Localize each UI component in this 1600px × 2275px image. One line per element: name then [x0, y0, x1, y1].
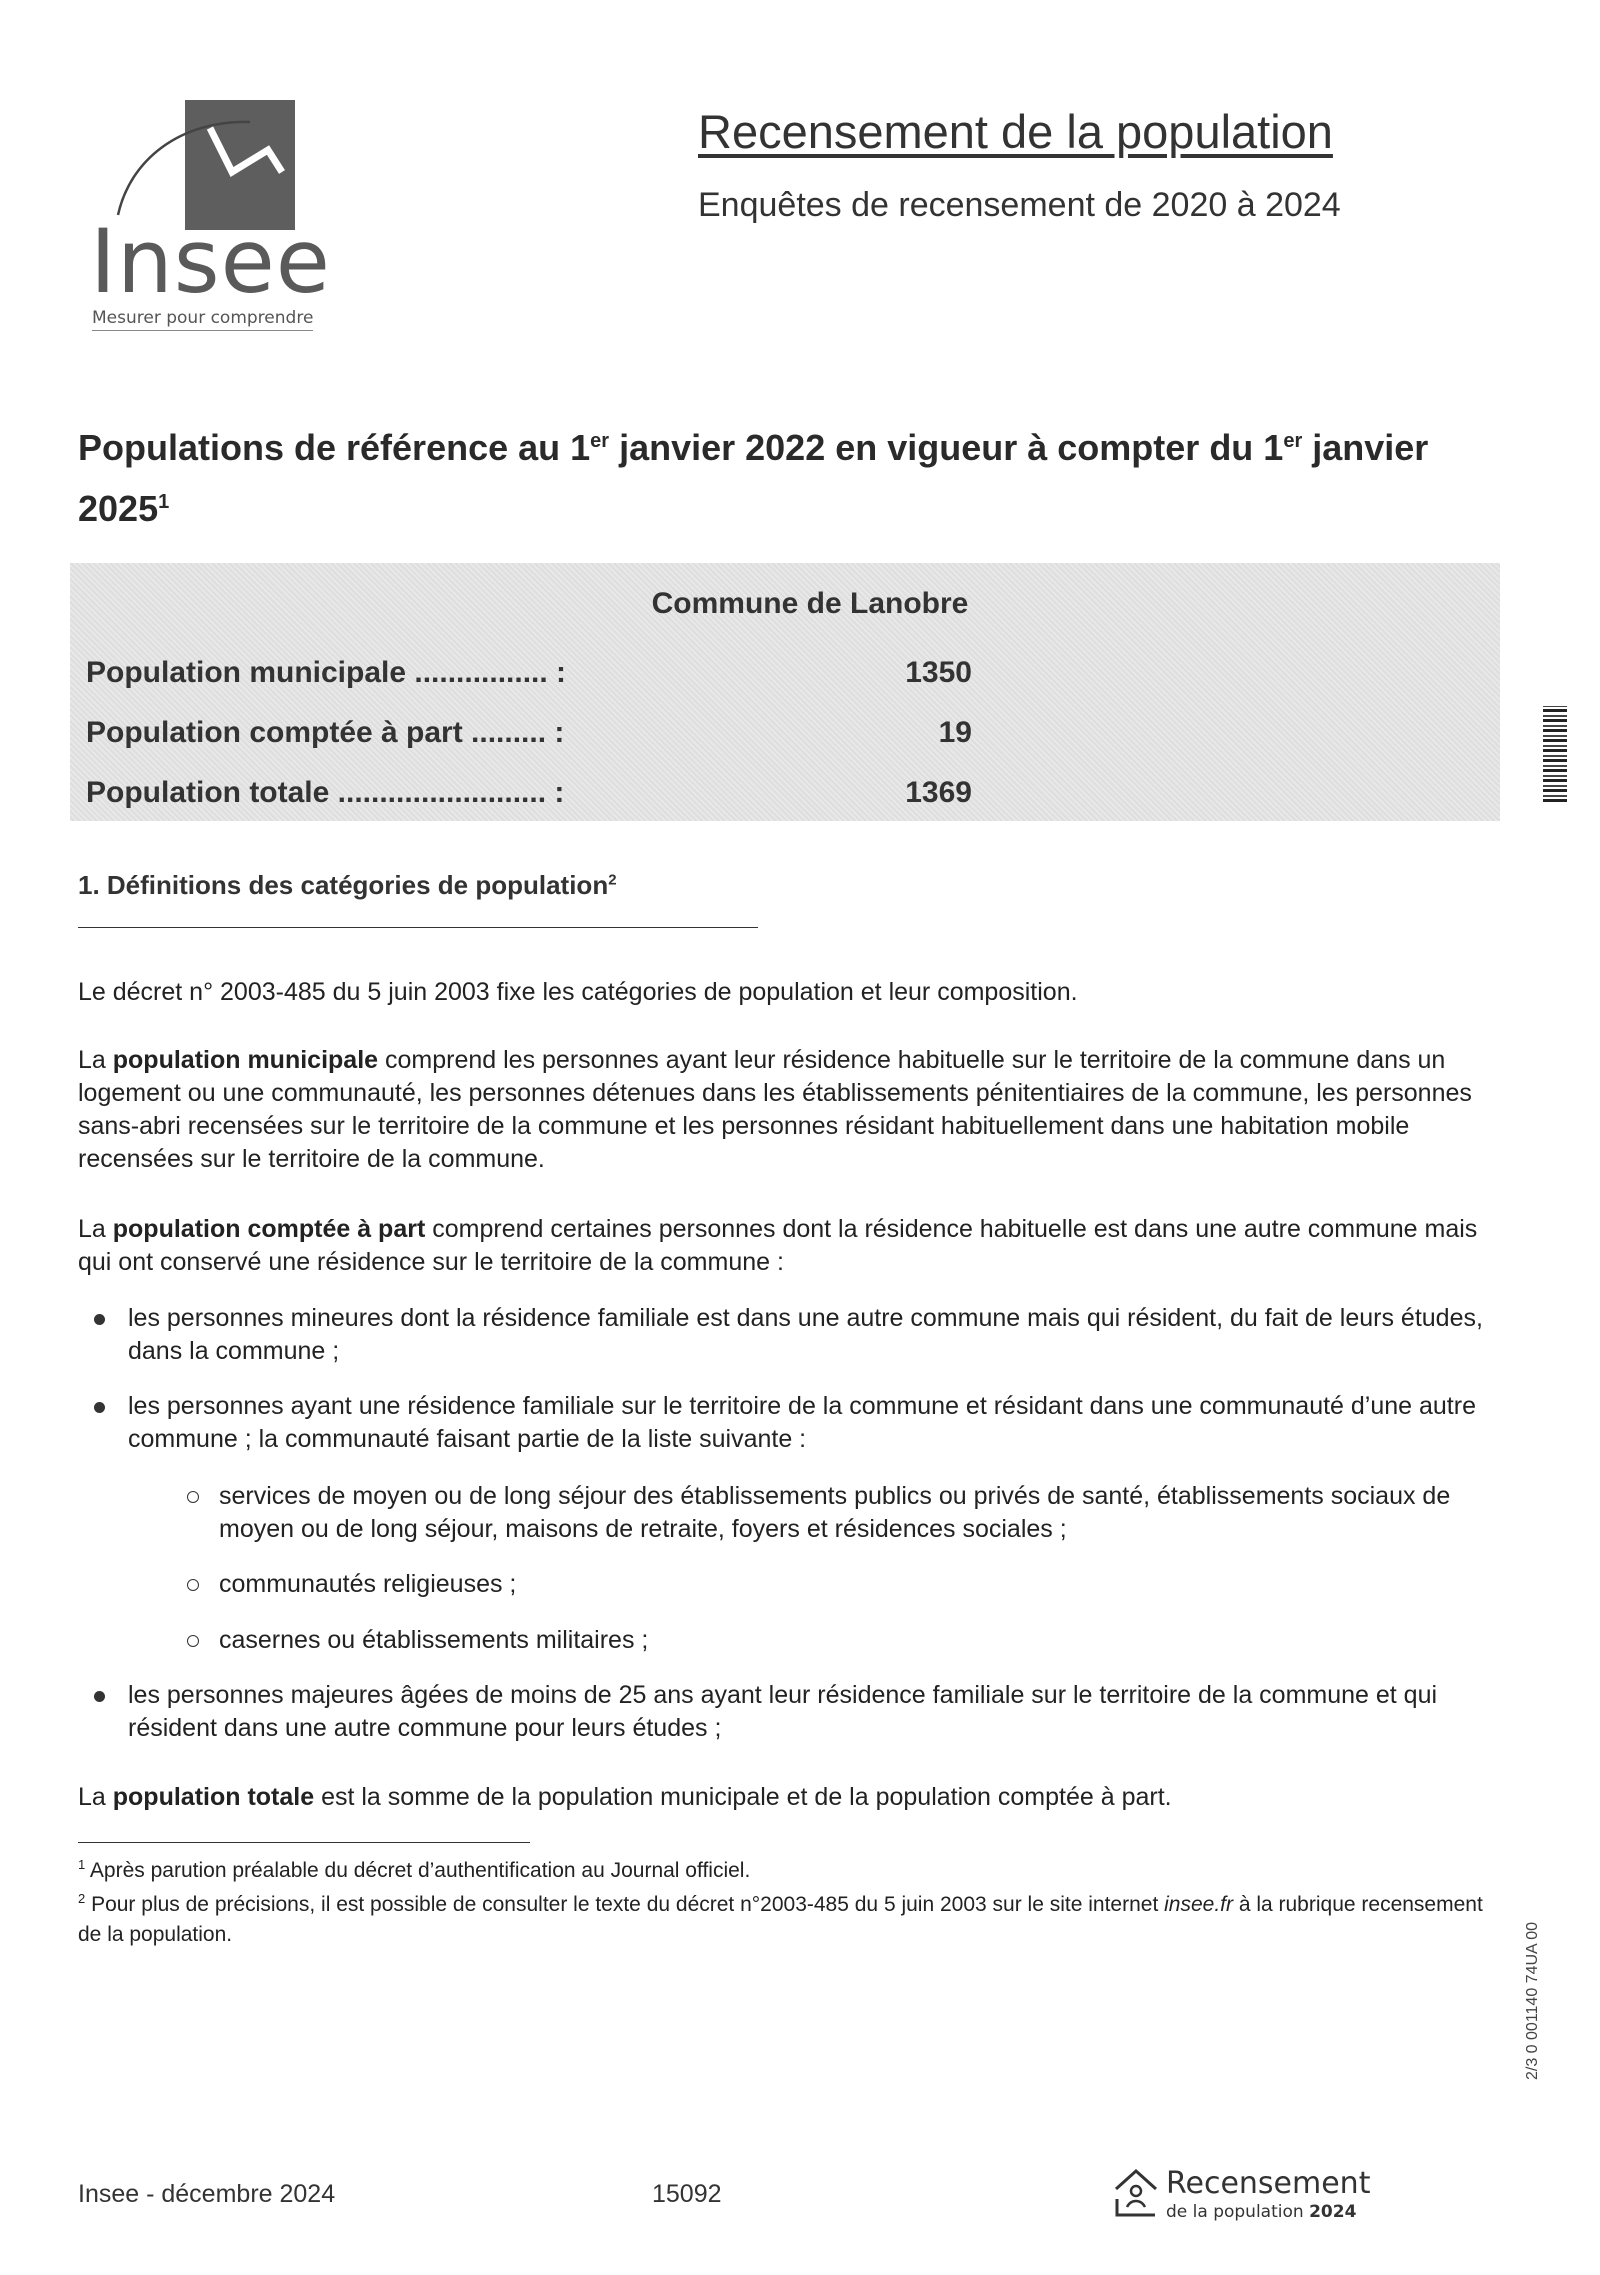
- population-row-totale: [86, 776, 1086, 816]
- paragraph-population-comptee-a-part: La population comptée à part comprend certaines personnes dont la résidence habituelle est dans une autre commune mais qui ont conservé une résidence sur le territoire de la commune :: [78, 1215, 1478, 1276]
- sub-list-item: communautés religieuses ;: [219, 1568, 1503, 1601]
- list-item: les personnes ayant une résidence familiale sur le territoire de la commune et résidant dans une communauté d’une autre commune ; la communauté faisant partie de la liste suivante :: [128, 1390, 1503, 1456]
- side-document-code: 2/3 0 001140 74UA 00: [1524, 1921, 1541, 2080]
- document-title: Recensement de la population: [698, 105, 1333, 158]
- footer-source: Insee - décembre 2024: [78, 2180, 336, 2208]
- list-item: les personnes majeures âgées de moins de 25 ans ayant leur résidence familiale sur le territoire de la commune et qui résident dans une autre commune pour leurs études ;: [128, 1679, 1503, 1745]
- population-value: 1369: [905, 776, 972, 809]
- document-subtitle: Enquêtes de recensement de 2020 à 2024: [698, 186, 1341, 224]
- sub-list-item: casernes ou établissements militaires ;: [219, 1624, 1503, 1657]
- footnote-1: $^1$ Après parution préalable du décret d’authentification au Journal officiel.: [78, 1857, 751, 1882]
- insee-logo-tagline: Mesurer pour comprendre: [92, 308, 313, 331]
- list-item: les personnes mineures dont la résidence familiale est dans une autre commune mais qui résident, du fait de leurs études, dans la commune ;: [128, 1302, 1503, 1368]
- population-row-municipale: [86, 656, 1086, 696]
- datamatrix-barcode: [1543, 706, 1567, 802]
- population-value: 19: [938, 716, 972, 749]
- paragraph-decret: Le décret n° 2003-485 du 5 juin 2003 fixe les catégories de population et leur composition.: [78, 978, 1078, 1006]
- population-label: Population comptée à part ......... :: [86, 716, 565, 749]
- insee-logo-word: Insee: [90, 210, 331, 313]
- population-row-comptee-a-part: [86, 716, 1086, 756]
- sub-list-item: services de moyen ou de long séjour des établissements publics ou privés de santé, établissements sociaux de moyen ou de long séjour, maisons de retraite, foyers et résidences sociales ;: [219, 1480, 1503, 1546]
- footer-commune-code: 15092: [652, 2180, 722, 2208]
- population-label: Population municipale ................ :: [86, 656, 567, 689]
- recensement-logo-subtitle: de la population 2024: [1166, 2202, 1357, 2222]
- footnote-divider: [78, 1842, 530, 1843]
- recensement-logo-title: Recensement: [1166, 2166, 1371, 2201]
- commune-name: Commune de Lanobre: [651, 587, 969, 620]
- paragraph-population-totale: La population totale est la somme de la population municipale et de la population comptée à part.: [78, 1783, 1172, 1811]
- paragraph-population-municipale: La population municipale comprend les personnes ayant leur résidence habituelle sur le territoire de la commune dans un logement ou une communauté, les personnes détenues dans les établissements pénitentiaires de la commune, les personnes sans-abri recensées sur le territoire de la commune et les personnes résidant habituellement dans une habitation mobile recensées sur le territoire de la commune.: [78, 1046, 1472, 1173]
- population-label: Population totale ......................... :: [86, 776, 565, 809]
- insee-link[interactable]: insee.fr: [1164, 1893, 1233, 1916]
- population-value: 1350: [905, 656, 972, 689]
- page-heading: Populations de référence au 1er janvier 2022 en vigueur à compter du 1er janvier 2025$^1$: [78, 427, 1429, 529]
- section-divider: [78, 927, 758, 928]
- section-title: 1. Définitions des catégories de population$^2$: [78, 870, 617, 900]
- footnote-2: $^2$ Pour plus de précisions, il est possible de consulter le texte du décret n°2003-485 du 5 juin 2003 sur le site internet insee.fr à la rubrique recensement de la population.: [78, 1891, 1483, 1946]
- house-person-icon: [1113, 2167, 1159, 2219]
